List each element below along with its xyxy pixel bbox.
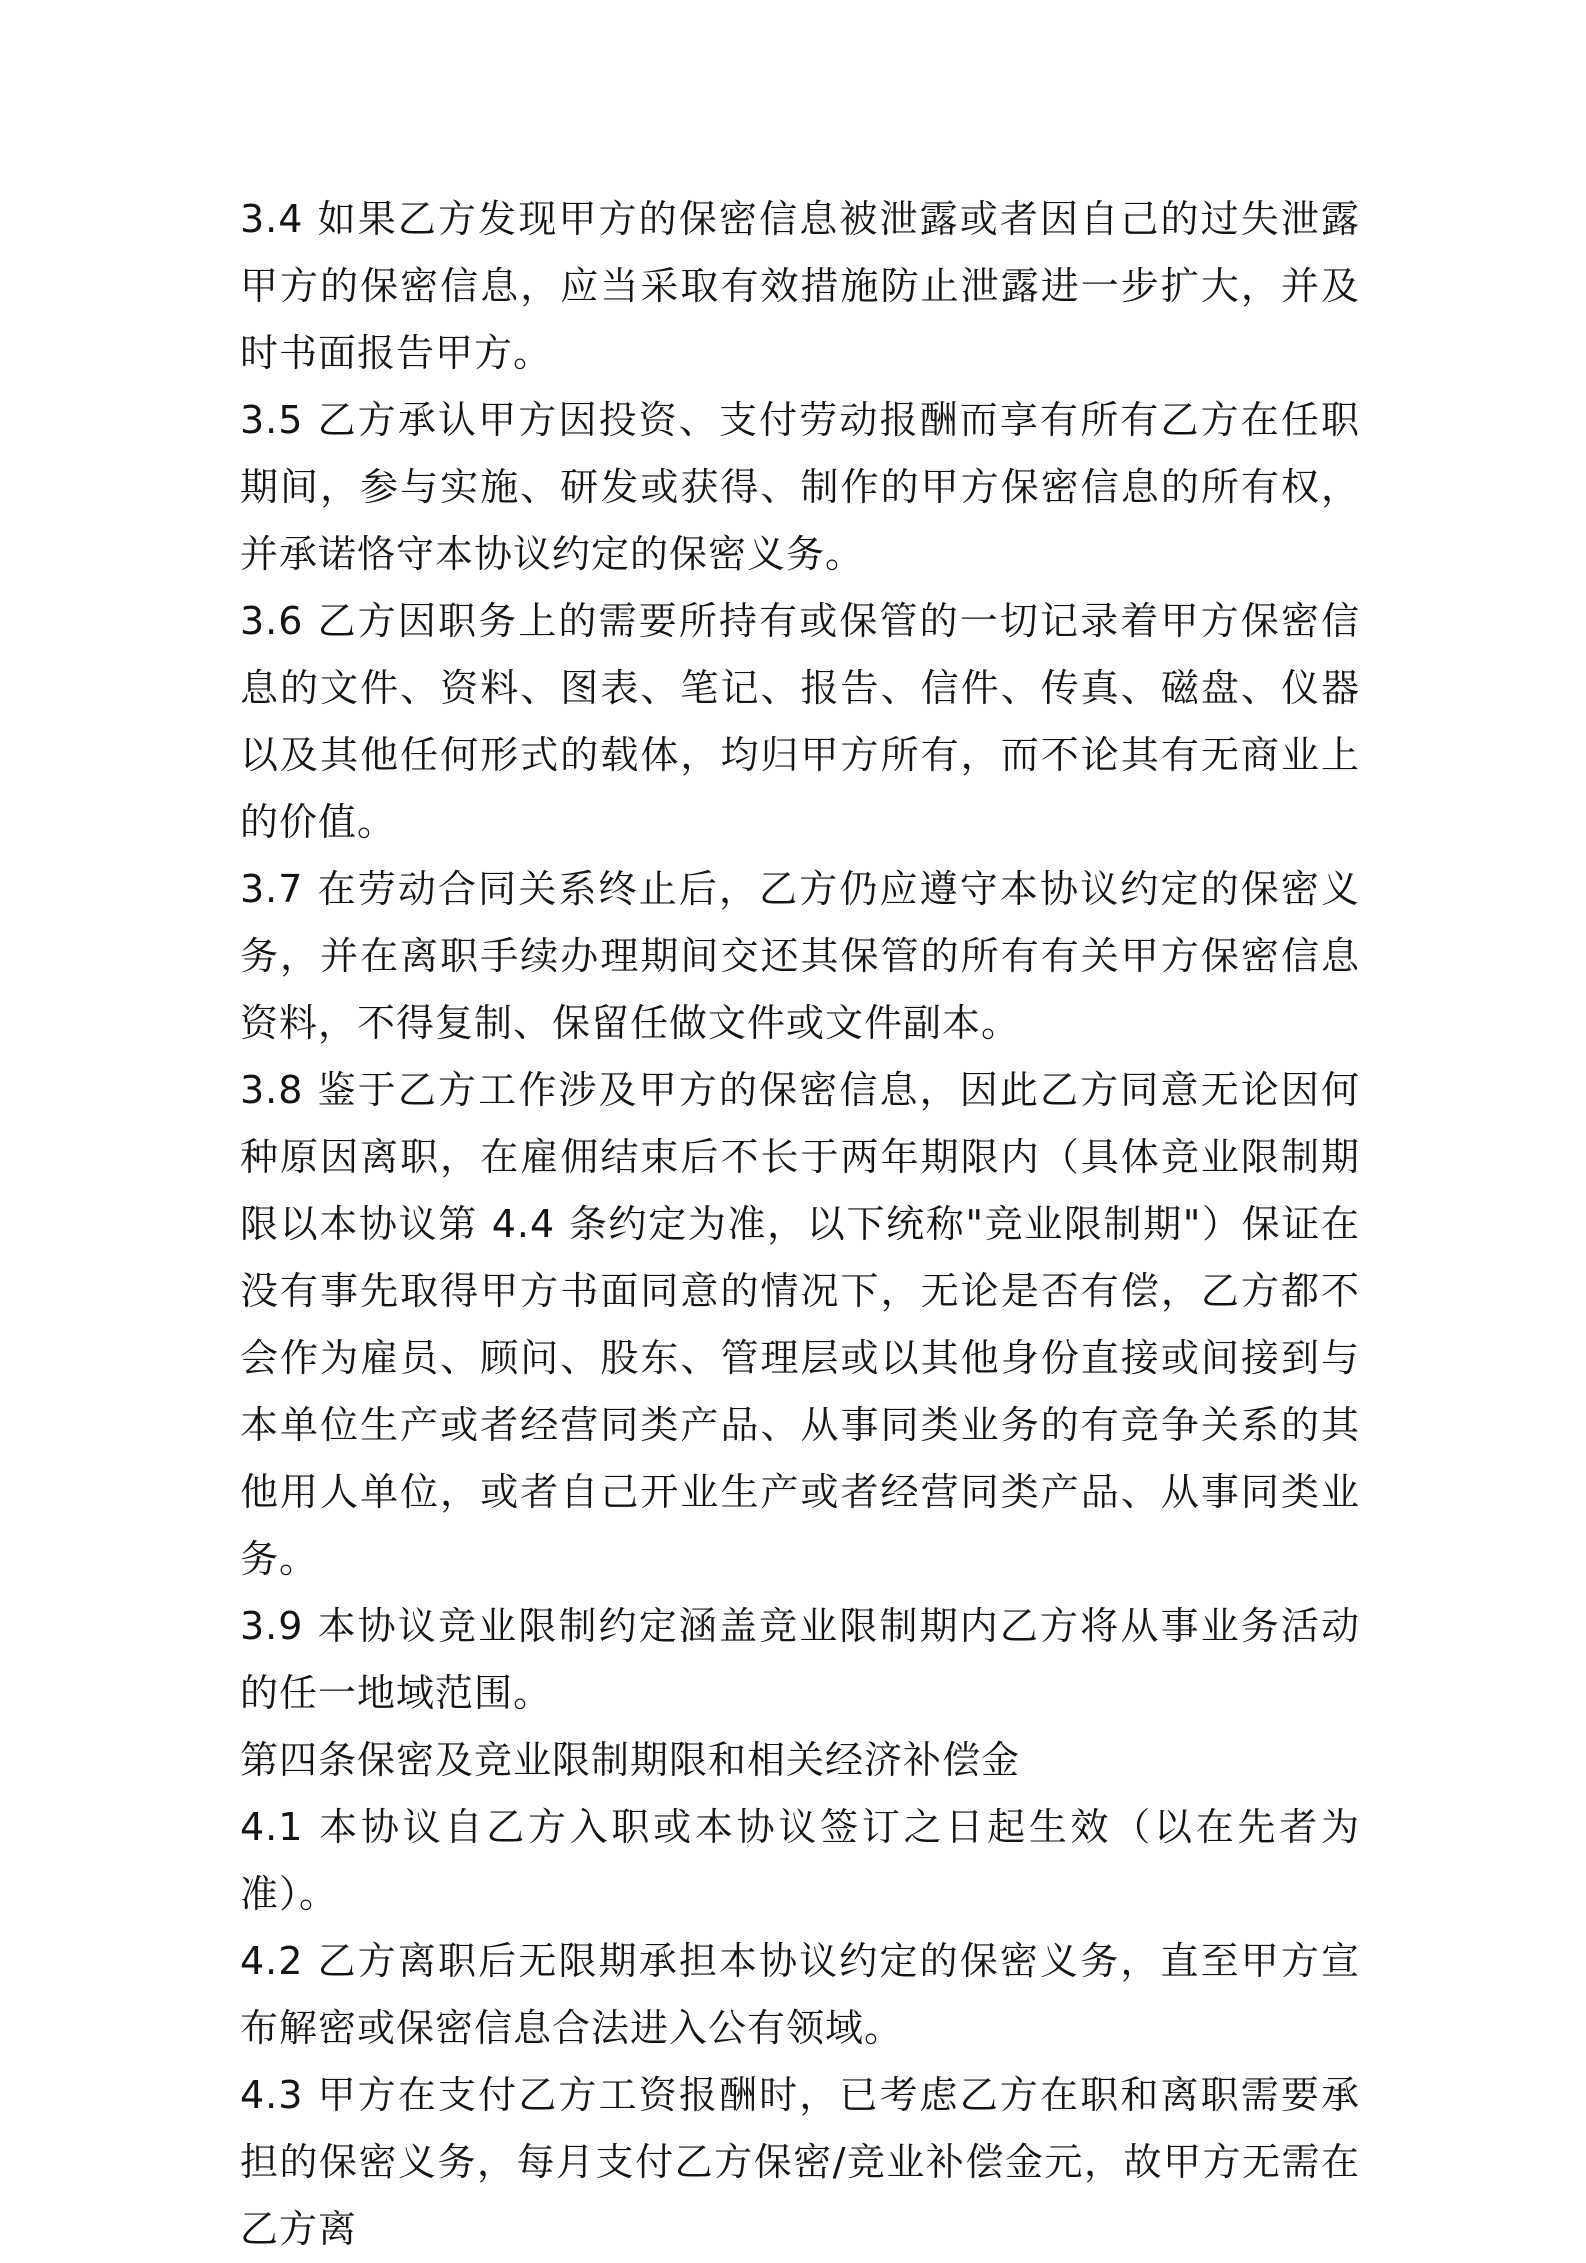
clause-4-1: 4.1 本协议自乙方入职或本协议签订之日起生效（以在先者为准）。 bbox=[240, 1805, 1360, 1916]
clause-3-8: 3.8 鉴于乙方工作涉及甲方的保密信息，因此乙方同意无论因何种原因离职，在雇佣结束后不长于两年期限内（具体竞业限制期限以本协议第 4.4 条约定为准，以下统称"竞业限制期"）保证在没有事先取得甲方书面同意的情况下，无论是否有偿，乙方都不会作为雇员、顾问、股东、管理层或以其他身份直接或间接到与本单位生产或者经营同类产品、从事同类业务的有竞争关系的其他用人单位，或者自己开业生产或者经营同类产品、从事同类业务。 bbox=[240, 1068, 1360, 1581]
clause-3-7: 3.7 在劳动合同关系终止后，乙方仍应遵守本协议约定的保密义务，并在离职手续办理期间交还其保管的所有有关甲方保密信息资料，不得复制、保留任做文件或文件副本。 bbox=[240, 867, 1360, 1045]
clause-3-9: 3.9 本协议竞业限制约定涵盖竞业限制期内乙方将从事业务活动的任一地域范围。 bbox=[240, 1604, 1360, 1715]
clause-3-6: 3.6 乙方因职务上的需要所持有或保管的一切记录着甲方保密信息的文件、资料、图表、笔记、报告、信件、传真、磁盘、仪器以及其他任何形式的载体，均归甲方所有，而不论其有无商业上的价值。 bbox=[240, 599, 1360, 844]
clause-3-5: 3.5 乙方承认甲方因投资、支付劳动报酬而享有所有乙方在任职期间，参与实施、研发或获得、制作的甲方保密信息的所有权，并承诺恪守本协议约定的保密义务。 bbox=[240, 398, 1360, 576]
document-body bbox=[240, 186, 1360, 2263]
clause-4-3: 4.3 甲方在支付乙方工资报酬时，已考虑乙方在职和离职需要承担的保密义务，每月支付乙方保密/竞业补偿金元，故甲方无需在乙方离 bbox=[240, 2073, 1360, 2251]
clause-3-4: 3.4 如果乙方发现甲方的保密信息被泄露或者因自己的过失泄露甲方的保密信息，应当采取有效措施防止泄露进一步扩大，并及时书面报告甲方。 bbox=[240, 197, 1360, 375]
clause-4-2: 4.2 乙方离职后无限期承担本协议约定的保密义务，直至甲方宣布解密或保密信息合法进入公有领域。 bbox=[240, 1939, 1360, 2050]
section-heading-4: 第四条保密及竞业限制期限和相关经济补偿金 bbox=[240, 1738, 1021, 1782]
